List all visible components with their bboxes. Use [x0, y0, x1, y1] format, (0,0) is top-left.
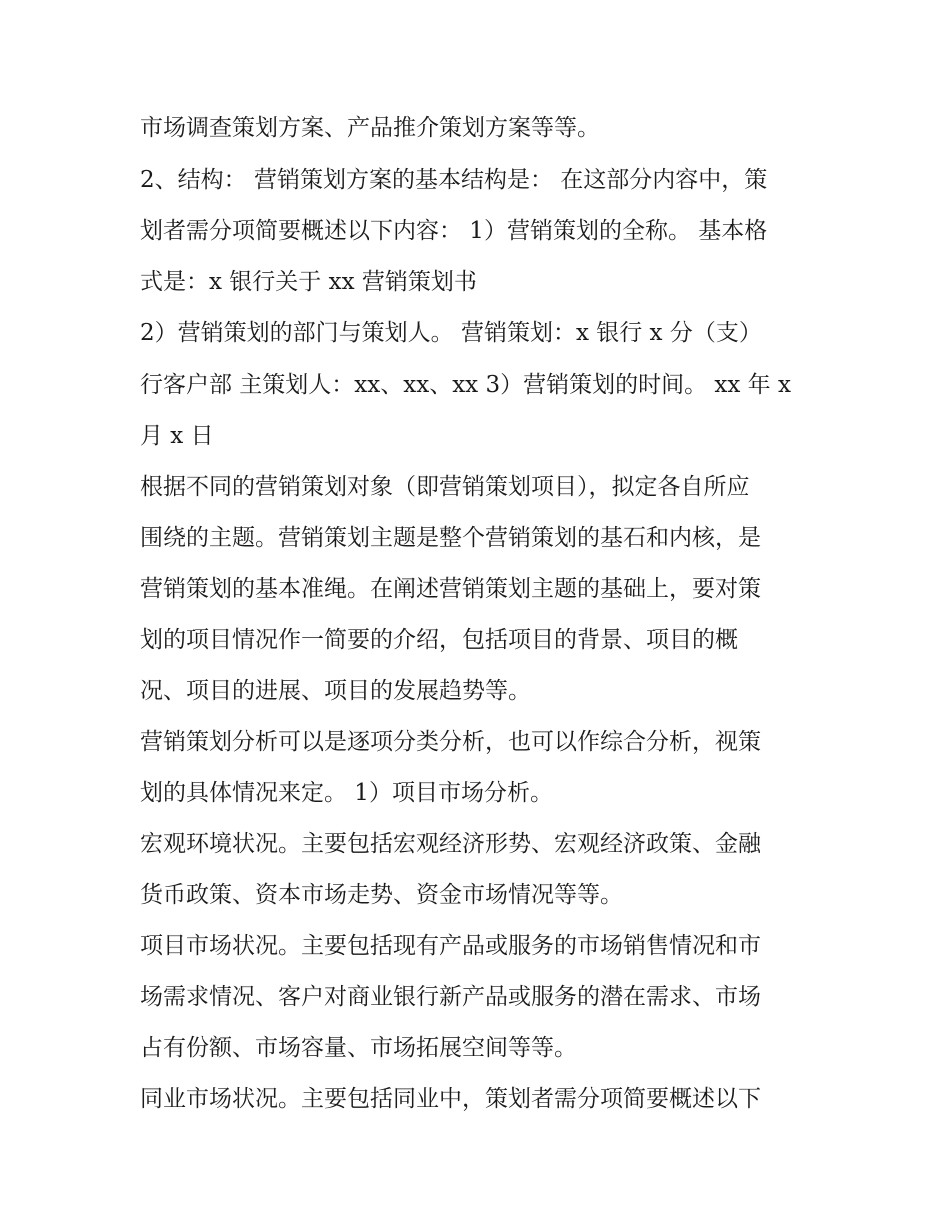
- text-line-3: 划者需分项简要概述以下内容： 1）营销策划的全称。 基本格: [140, 218, 768, 244]
- text-line-19: 占有份额、市场容量、市场拓展空间等等。: [140, 1035, 577, 1061]
- text-line-1: 市场调查策划方案、产品推介策划方案等等。: [140, 115, 600, 141]
- text-line-9: 围绕的主题。营销策划主题是整个营销策划的基石和内核，是: [140, 525, 761, 551]
- text-line-20: 同业市场状况。主要包括同业中，策划者需分项简要概述以下: [140, 1086, 761, 1112]
- text-line-16: 货币政策、资本市场走势、资金市场情况等等。: [140, 882, 623, 908]
- text-line-10: 营销策划的基本准绳。在阐述营销策划主题的基础上，要对策: [140, 576, 761, 602]
- text-line-11: 划的项目情况作一简要的介绍，包括项目的背景、项目的概: [140, 627, 738, 653]
- text-line-2: 2、结构： 营销策划方案的基本结构是： 在这部分内容中，策: [140, 167, 768, 193]
- text-line-7: 月 x 日: [140, 423, 214, 449]
- text-line-8: 根据不同的营销策划对象（即营销策划项目），拟定各自所应: [140, 474, 750, 500]
- text-line-5: 2）营销策划的部门与策划人。 营销策划：x 银行 x 分（支）: [140, 320, 762, 346]
- text-line-14: 划的具体情况来定。 1）项目市场分析。: [140, 780, 553, 806]
- text-line-4: 式是：x 银行关于 xx 营销策划书: [140, 269, 477, 295]
- text-line-12: 况、项目的进展、项目的发展趋势等。: [140, 678, 531, 704]
- text-line-17: 项目市场状况。主要包括现有产品或服务的市场销售情况和市: [140, 933, 761, 959]
- text-line-18: 场需求情况、客户对商业银行新产品或服务的潜在需求、市场: [140, 984, 761, 1010]
- text-line-13: 营销策划分析可以是逐项分类分析，也可以作综合分析，视策: [140, 729, 761, 755]
- text-line-15: 宏观环境状况。主要包括宏观经济形势、宏观经济政策、金融: [140, 831, 761, 857]
- text-line-6: 行客户部 主策划人：xx、xx、xx 3）营销策划的时间。 xx 年 x: [140, 372, 791, 398]
